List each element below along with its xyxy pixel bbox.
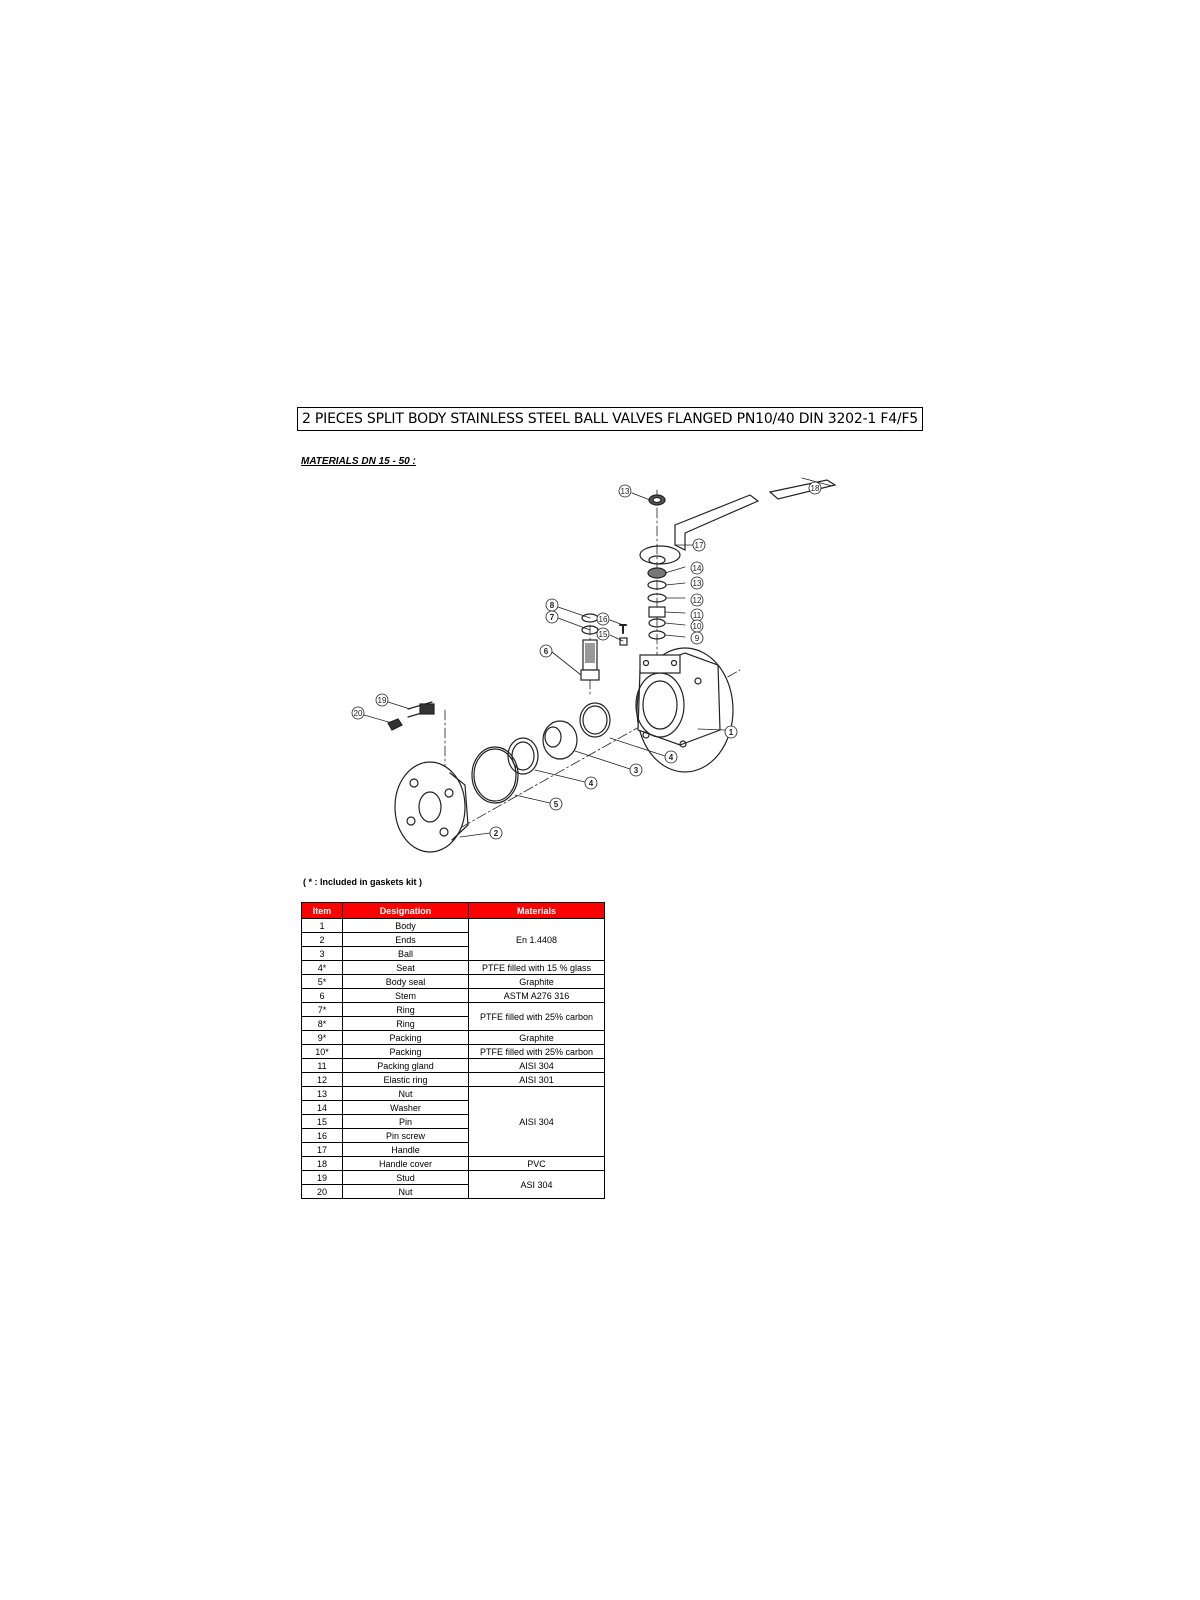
callout-6: 6 [543, 647, 549, 656]
designation-cell: Seat [343, 961, 469, 975]
table-row [302, 1157, 605, 1171]
designation-cell: Nut [343, 1185, 469, 1199]
item-number-cell: 3 [302, 947, 343, 961]
callout-7: 7 [549, 613, 555, 622]
item-number-cell: 11 [302, 1059, 343, 1073]
designation-cell: Stud [343, 1171, 469, 1185]
item-number-cell: 4* [302, 961, 343, 975]
callout-2: 2 [493, 829, 499, 838]
designation-cell: Handle [343, 1143, 469, 1157]
designation-cell: Body seal [343, 975, 469, 989]
table-row [302, 1031, 605, 1045]
designation-cell: Stem [343, 989, 469, 1003]
table-row [302, 1045, 605, 1059]
designation-cell: Body [343, 919, 469, 933]
callout-3: 3 [633, 766, 639, 775]
designation-cell: Pin [343, 1115, 469, 1129]
material-cell: ASI 304 [469, 1171, 605, 1199]
callout-14: 14 [692, 564, 702, 573]
callout-4-upper: 4 [668, 753, 674, 762]
item-number-cell: 16 [302, 1129, 343, 1143]
callout-18: 18 [810, 484, 820, 493]
table-row [302, 1003, 605, 1017]
header-designation: Designation [343, 903, 469, 919]
item-number-cell: 13 [302, 1087, 343, 1101]
item-number-cell: 10* [302, 1045, 343, 1059]
item-number-cell: 2 [302, 933, 343, 947]
designation-cell: Ring [343, 1003, 469, 1017]
material-cell: PTFE filled with 25% carbon [469, 1003, 605, 1031]
table-header-row [302, 903, 605, 919]
callout-16: 16 [598, 615, 608, 624]
designation-cell: Ball [343, 947, 469, 961]
callout-17: 17 [694, 541, 704, 550]
designation-cell: Washer [343, 1101, 469, 1115]
material-cell: AISI 304 [469, 1059, 605, 1073]
item-number-cell: 5* [302, 975, 343, 989]
header-materials: Materials [469, 903, 605, 919]
material-cell: PTFE filled with 15 % glass [469, 961, 605, 975]
exploded-valve-drawing [340, 455, 860, 875]
item-number-cell: 15 [302, 1115, 343, 1129]
material-cell: En 1.4408 [469, 919, 605, 961]
designation-cell: Nut [343, 1087, 469, 1101]
material-cell: PTFE filled with 25% carbon [469, 1045, 605, 1059]
materials-table-body [302, 919, 605, 1199]
callout-4-lower: 4 [588, 779, 594, 788]
table-row [302, 1059, 605, 1073]
material-cell: AISI 301 [469, 1073, 605, 1087]
designation-cell: Packing gland [343, 1059, 469, 1073]
item-number-cell: 19 [302, 1171, 343, 1185]
gasket-kit-note: ( * : Included in gaskets kit ) [303, 877, 423, 887]
table-row [302, 961, 605, 975]
material-cell: ASTM A276 316 [469, 989, 605, 1003]
item-number-cell: 9* [302, 1031, 343, 1045]
callout-9: 9 [694, 634, 700, 643]
material-cell: Graphite [469, 1031, 605, 1045]
item-number-cell: 1 [302, 919, 343, 933]
designation-cell: Packing [343, 1045, 469, 1059]
materials-heading: MATERIALS DN 15 - 50 : [301, 456, 416, 467]
item-number-cell: 7* [302, 1003, 343, 1017]
callout-13-top: 13 [620, 487, 630, 496]
materials-table [301, 902, 605, 1199]
designation-cell: Pin screw [343, 1129, 469, 1143]
material-cell: AISI 304 [469, 1087, 605, 1157]
callout-8: 8 [549, 601, 555, 610]
callout-15: 15 [598, 630, 608, 639]
designation-cell: Packing [343, 1031, 469, 1045]
callout-19: 19 [377, 696, 387, 705]
callout-20: 20 [353, 709, 363, 718]
table-row [302, 975, 605, 989]
material-cell: Graphite [469, 975, 605, 989]
table-row [302, 989, 605, 1003]
item-number-cell: 18 [302, 1157, 343, 1171]
table-row [302, 1073, 605, 1087]
item-number-cell: 8* [302, 1017, 343, 1031]
designation-cell: Elastic ring [343, 1073, 469, 1087]
material-cell: PVC [469, 1157, 605, 1171]
designation-cell: Ends [343, 933, 469, 947]
table-row [302, 1171, 605, 1185]
designation-cell: Handle cover [343, 1157, 469, 1171]
callout-13: 13 [692, 579, 702, 588]
document-title: 2 PIECES SPLIT BODY STAINLESS STEEL BALL VALVES FLANGED PN10/40 DIN 3202-1 F4/F5 [297, 407, 923, 431]
item-number-cell: 14 [302, 1101, 343, 1115]
callout-12: 12 [692, 596, 702, 605]
item-number-cell: 6 [302, 989, 343, 1003]
header-item: Item [302, 903, 343, 919]
table-row [302, 919, 605, 933]
item-number-cell: 20 [302, 1185, 343, 1199]
callout-11: 11 [692, 611, 702, 620]
designation-cell: Ring [343, 1017, 469, 1031]
item-number-cell: 12 [302, 1073, 343, 1087]
item-number-cell: 17 [302, 1143, 343, 1157]
table-row [302, 1087, 605, 1101]
callout-10: 10 [692, 622, 702, 631]
callout-1: 1 [728, 728, 734, 737]
callout-5: 5 [553, 800, 559, 809]
